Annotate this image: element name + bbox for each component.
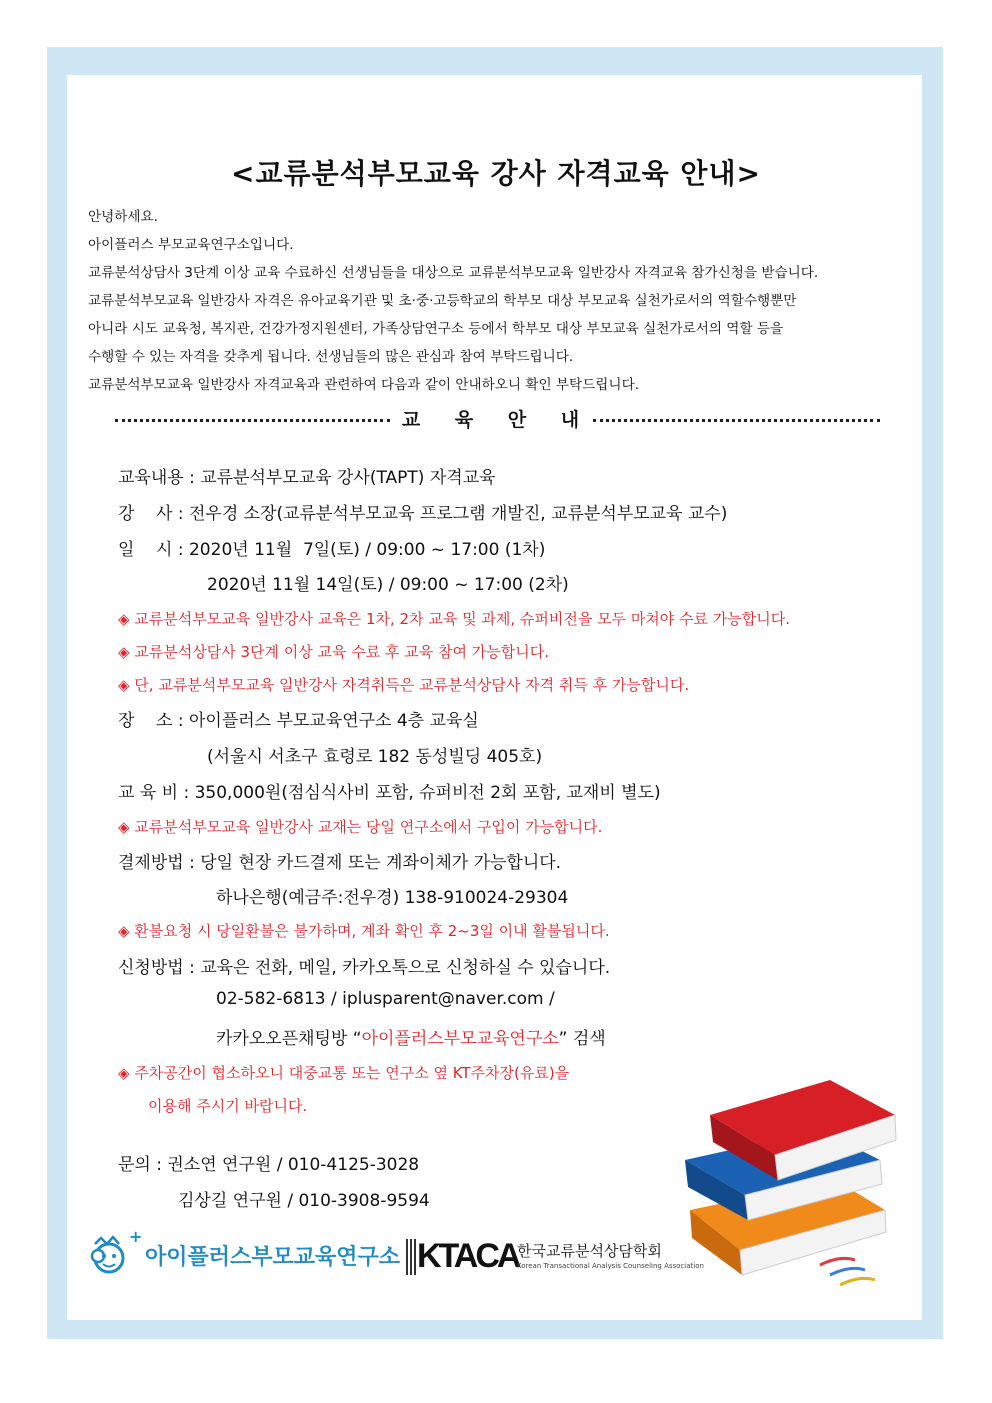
intro-line: 교류분석상담사 3단계 이상 교육 수료하신 선생님들을 대상으로 교류분석부모교육 일반강사 자격교육 참가신청을 받습니다. [88, 265, 819, 281]
detail-content: 교육내용 : 교류분석부모교육 강사(TAPT) 자격교육 [118, 468, 496, 488]
detail-bank-account: 하나은행(예금주:전우경) 138-910024-29304 [216, 888, 569, 908]
detail-apply: 신청방법 : 교육은 전화, 메일, 카카오톡으로 신청하실 수 있습니다. [118, 958, 611, 978]
iplus-mascot-icon [85, 1228, 145, 1278]
notice-parking: ◈ 주차공간이 협소하오니 대중교통 또는 연구소 옆 KT주차장(유료)을 [118, 1064, 570, 1082]
detail-instructor: 강 사 : 전우경 소장(교류분석부모교육 프로그램 개발진, 교류분석부모교육 교수) [118, 504, 728, 524]
intro-line: 교류분석부모교육 일반강사 자격교육과 관련하여 다음과 같이 안내하오니 확인 부탁드립니다. [88, 377, 640, 393]
iplus-logo [85, 1228, 401, 1278]
notice-completion: ◈ 교류분석부모교육 일반강사 교육은 1차, 2차 교육 및 과제, 슈퍼비전을 모두 마쳐야 수료 가능합니다. [118, 610, 791, 628]
notice-parking-cont: 이용해 주시기 바랍니다. [148, 1097, 308, 1115]
detail-place: 장 소 : 아이플러스 부모교육연구소 4층 교육실 [118, 711, 479, 731]
detail-kakao [216, 1024, 606, 1049]
dotted-rule-right [593, 419, 880, 422]
detail-contact: 02-582-6813 / iplusparent@naver.com / [216, 989, 555, 1009]
detail-fee: 교 육 비 : 350,000원(점심식사비 포함, 슈퍼비전 2회 포함, 교재비 별도) [118, 783, 661, 803]
ktaca-logo [405, 1235, 704, 1280]
inquiry-2: 김상길 연구원 / 010-3908-9594 [178, 1191, 430, 1211]
intro-line: 아니라 시도 교육청, 복지관, 건강가정지원센터, 가족상담연구소 등에서 학부모 대상 부모교육 실천가로서의 역할 등을 [88, 321, 784, 337]
section-label: 교 육 안 내 [401, 409, 594, 431]
ktaca-logotype: KTACA [417, 1237, 519, 1275]
ktaca-korean-name: 한국교류분석상담학회 [517, 1242, 662, 1260]
ktaca-english-name: Korean Transactional Analysis Counseling Association [517, 1262, 704, 1270]
books-illustration [670, 1060, 905, 1295]
inquiry-1: 문의 : 권소연 연구원 / 010-4125-3028 [118, 1155, 420, 1175]
kakao-channel-name: 아이플러스부모교육연구소 [361, 1029, 559, 1049]
ktaca-stripes-icon [405, 1239, 417, 1275]
page-title: <교류분석부모교육 강사 자격교육 안내> [231, 157, 761, 190]
intro-text [88, 203, 918, 399]
intro-line: 교류분석부모교육 일반강사 자격은 유아교육기관 및 초·중·고등학교의 학부모 대상 부모교육 실천가로서의 역할수행뿐만 [88, 293, 797, 309]
iplus-logo-text: 아이플러스부모교육연구소 [145, 1245, 401, 1270]
detail-date-2: 2020년 11월 14일(토) / 09:00 ~ 17:00 (2차) [207, 575, 569, 595]
notice-textbook: ◈ 교류분석부모교육 일반강사 교재는 당일 연구소에서 구입이 가능합니다. [118, 818, 603, 836]
detail-payment: 결제방법 : 당일 현장 카드결제 또는 계좌이체가 가능합니다. [118, 853, 562, 873]
kakao-suffix: ” 검색 [558, 1029, 606, 1049]
section-divider [115, 405, 880, 435]
detail-date-1: 일 시 : 2020년 11월 7일(토) / 09:00 ~ 17:00 (1차) [118, 540, 546, 560]
detail-address: (서울시 서초구 효령로 182 동성빌딩 405호) [207, 747, 543, 767]
notice-certification: ◈ 단, 교류분석부모교육 일반강사 자격취득은 교류분석상담사 자격 취득 후 가능합니다. [118, 676, 690, 694]
intro-line: 수행할 수 있는 자격을 갖추게 됩니다. 선생님들의 많은 관심과 참여 부탁드립니다. [88, 349, 574, 365]
notice-refund: ◈ 환불요청 시 당일환불은 불가하며, 계좌 확인 후 2~3일 이내 활불됩니다. [118, 922, 610, 940]
kakao-prefix: 카카오오픈채팅방 “ [216, 1029, 362, 1049]
intro-line: 아이플러스 부모교육연구소입니다. [88, 237, 294, 253]
svg-text:+: + [129, 1228, 143, 1246]
intro-line: 안녕하세요. [88, 209, 158, 225]
notice-eligibility: ◈ 교류분석상담사 3단계 이상 교육 수료 후 교육 참여 가능합니다. [118, 643, 550, 661]
